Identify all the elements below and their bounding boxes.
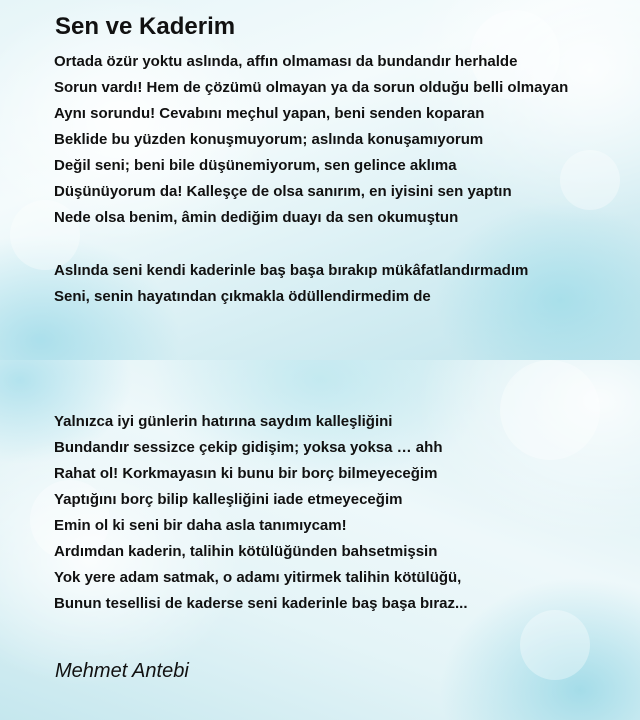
poem-line: Düşünüyorum da! Kalleşçe de olsa sanırım, en iyisini sen yaptın — [54, 183, 512, 200]
stanza-2 — [54, 258, 528, 310]
poem-line: Ardımdan kaderin, talihin kötülüğünden bahsetmişsin — [54, 543, 438, 560]
stanza-1 — [54, 49, 568, 231]
stanza-3 — [54, 409, 468, 617]
poem-title: Sen ve Kaderim — [55, 13, 236, 40]
poem-line: Seni, senin hayatından çıkmakla ödüllendirmedim de — [54, 288, 431, 305]
poem-line: Ortada özür yoktu aslında, affın olmaması da bundandır herhalde — [54, 53, 518, 70]
author-name: Mehmet Antebi — [55, 660, 189, 682]
poem-line: Yok yere adam satmak, o adamı yitirmek talihin kötülüğü, — [54, 569, 462, 586]
bokeh-decoration — [560, 150, 620, 210]
poem-line: Aslında seni kendi kaderinle baş başa bırakıp mükâfatlandırmadım — [54, 262, 529, 279]
bokeh-decoration — [520, 610, 590, 680]
poem-line: Yaptığını borç bilip kalleşliğini iade etmeyeceğim — [54, 491, 403, 508]
poem-line: Rahat ol! Korkmayasın ki bunu bir borç bilmeyeceğim — [54, 465, 438, 482]
bokeh-decoration — [500, 360, 600, 460]
poem-line: Emin ol ki seni bir daha asla tanımıycam! — [54, 517, 347, 534]
poem-line: Bundandır sessizce çekip gidişim; yoksa yoksa … ahh — [54, 439, 443, 456]
poem-line: Beklide bu yüzden konuşmuyorum; aslında konuşamıyorum — [54, 131, 484, 148]
poem-line: Yalnızca iyi günlerin hatırına saydım kalleşliğini — [54, 413, 393, 430]
poem-panel-bottom — [0, 360, 640, 720]
poem-line: Değil seni; beni bile düşünemiyorum, sen gelince aklıma — [54, 157, 457, 174]
poem-line: Aynı sorundu! Cevabını meçhul yapan, beni senden koparan — [54, 105, 485, 122]
poem-line: Nede olsa benim, âmin dediğim duayı da sen okumuştun — [54, 209, 459, 226]
poem-line: Sorun vardı! Hem de çözümü olmayan ya da sorun olduğu belli olmayan — [54, 79, 569, 96]
poem-line: Bunun tesellisi de kaderse seni kaderinle baş başa bıraz... — [54, 595, 468, 612]
